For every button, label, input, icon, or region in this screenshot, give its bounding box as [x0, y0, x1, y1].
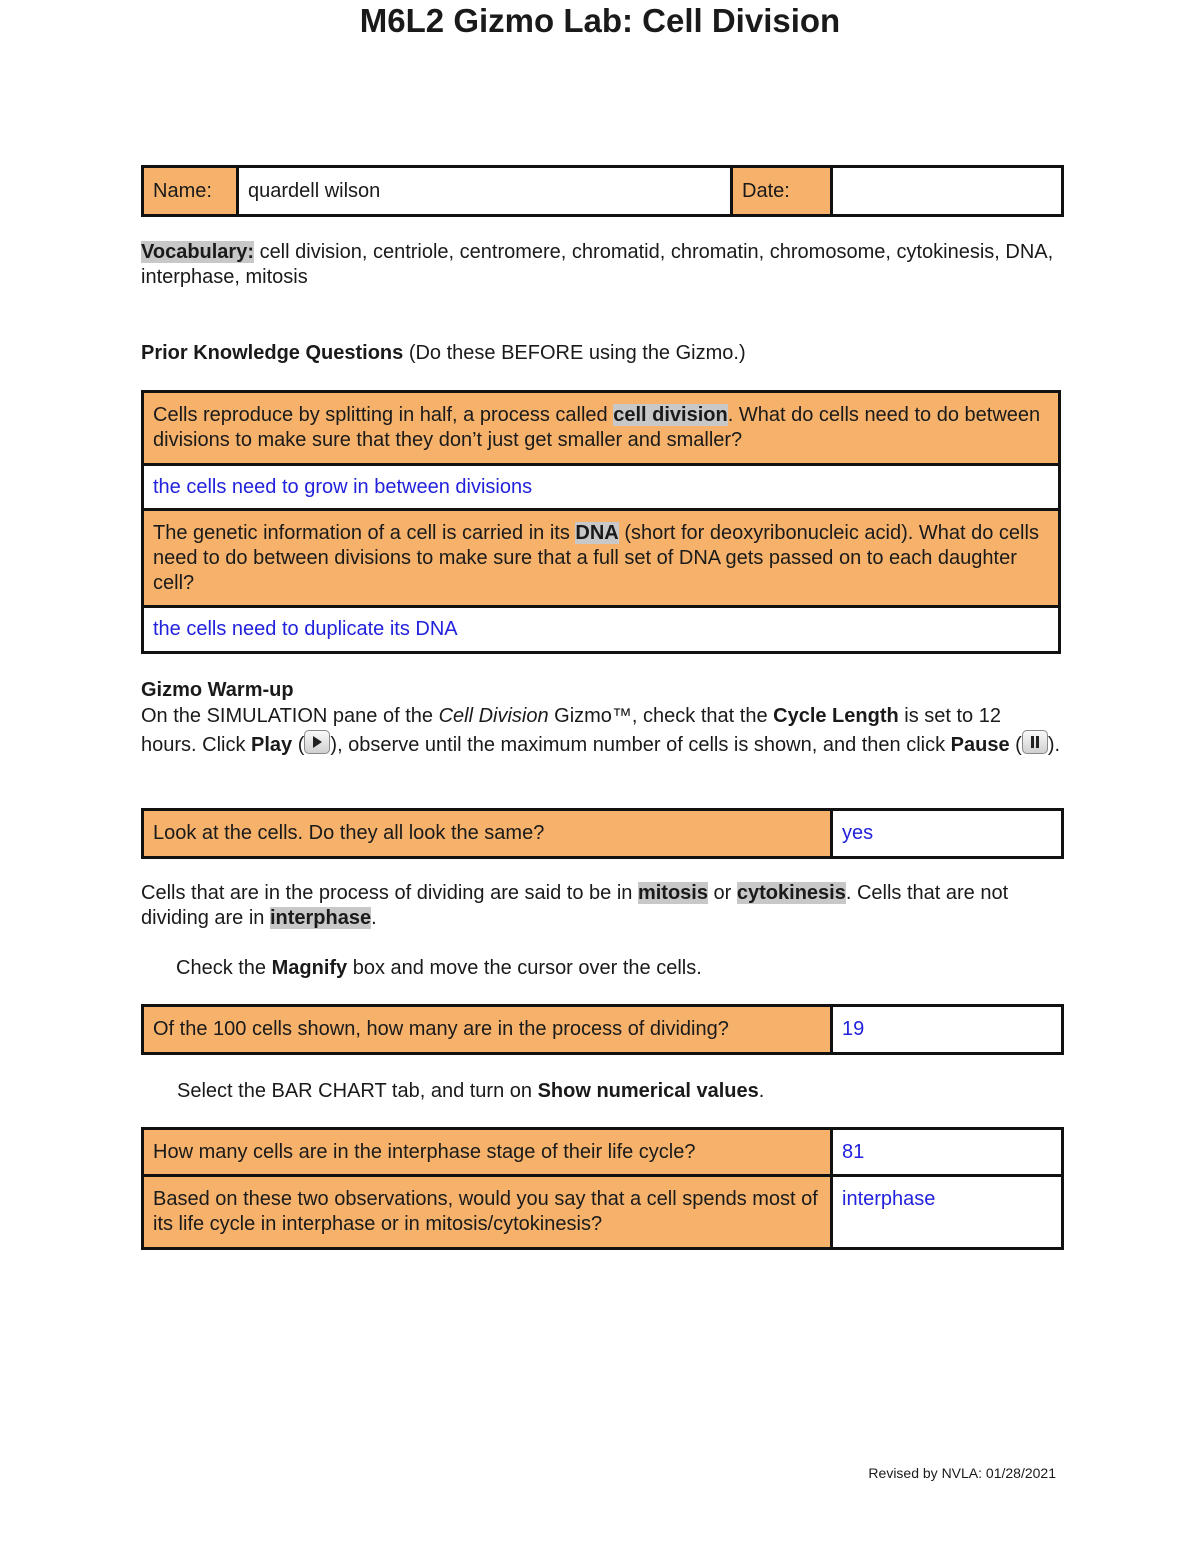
text: ).: [1047, 734, 1061, 756]
same-cells-table: [141, 808, 1064, 859]
play-button-icon: [304, 730, 330, 754]
barchart-instruction: [177, 1079, 1057, 1104]
answer-cell-division[interactable]: the cells need to grow in between divisions: [143, 465, 1060, 510]
question-text: The genetic information of a cell is carried in its: [153, 521, 576, 544]
answer-dividing[interactable]: 19: [832, 1006, 1063, 1054]
text: or: [707, 882, 737, 904]
prior-knowledge-note: (Do these BEFORE using the Gizmo.): [408, 342, 746, 364]
prior-knowledge-table: [141, 390, 1061, 654]
vocabulary: [141, 240, 1061, 290]
name-label: Name:: [143, 167, 238, 216]
answer-same[interactable]: yes: [832, 810, 1063, 858]
warmup-heading: [141, 678, 1061, 703]
text: (: [1009, 734, 1022, 756]
text: Check the: [176, 957, 272, 979]
answer-dna[interactable]: the cells need to duplicate its DNA: [143, 607, 1060, 653]
dividing-paragraph: [141, 881, 1061, 931]
text: ), observe until the maximum number of cells is shown, and then click: [330, 734, 951, 756]
play-term: Play: [251, 734, 293, 756]
question-text: . What do cells need to do between divisions to make sure that they don’t just get smaller and smaller?: [153, 404, 1041, 451]
text: On the SIMULATION pane of the: [141, 705, 439, 727]
show-numerical-values-term: Show numerical values: [537, 1080, 759, 1102]
gizmo-name: Cell Division: [438, 705, 549, 727]
question-life-cycle: Based on these two observations, would you say that a cell spends most of its life cycle in interphase or in mitosis/cytokinesis?: [143, 1176, 832, 1249]
answer-life-cycle[interactable]: interphase: [832, 1176, 1063, 1249]
text: Cells that are in the process of dividing are said to be in: [141, 882, 638, 904]
prior-knowledge-heading: Prior Knowledge Questions: [141, 342, 404, 364]
term-dna: DNA: [575, 521, 619, 544]
text: .: [371, 907, 377, 929]
answer-interphase-count[interactable]: 81: [832, 1129, 1063, 1176]
text: . Cells that are not dividing are in: [141, 882, 1009, 929]
text: is set to 12 hours. Click: [141, 705, 1001, 756]
name-field[interactable]: quardell wilson: [238, 167, 732, 216]
vocabulary-label: Vocabulary:: [141, 241, 254, 263]
warmup-instructions: [141, 702, 1061, 759]
vocabulary-terms: cell division, centriole, centromere, chromatid, chromatin, chromosome, cytokinesis, DNA, interphase, mitosis: [141, 241, 1054, 288]
text: .: [758, 1080, 765, 1102]
term-cell-division: cell division: [613, 404, 728, 426]
magnify-term: Magnify: [271, 957, 348, 979]
question-dna: [143, 510, 1060, 607]
text: (: [292, 734, 305, 756]
text: Gizmo™, check that the: [548, 705, 774, 727]
text: Select the BAR CHART tab, and turn on: [177, 1080, 538, 1102]
question-text: Cells reproduce by splitting in half, a process called: [153, 404, 614, 426]
term-cytokinesis: cytokinesis: [736, 882, 846, 904]
question-interphase-count: How many cells are in the interphase stage of their life cycle?: [143, 1129, 832, 1176]
warmup-heading-text: Gizmo Warm-up: [141, 679, 294, 701]
magnify-instruction: [176, 956, 1056, 981]
date-field[interactable]: [832, 167, 1063, 216]
text: box and move the cursor over the cells.: [347, 957, 702, 979]
cycle-length-term: Cycle Length: [773, 705, 899, 727]
dividing-count-table: [141, 1004, 1064, 1055]
name-date-table: [141, 165, 1064, 217]
date-label: Date:: [732, 167, 832, 216]
prior-knowledge-heading-line: [141, 341, 1061, 366]
question-dividing: Of the 100 cells shown, how many are in the process of dividing?: [143, 1006, 832, 1054]
term-interphase: interphase: [269, 907, 372, 929]
revision-footer: Revised by NVLA: 01/28/2021: [868, 1465, 1056, 1481]
term-mitosis: mitosis: [637, 882, 708, 904]
pause-term: Pause: [950, 734, 1010, 756]
question-same: Look at the cells. Do they all look the same?: [143, 810, 832, 858]
interphase-table: [141, 1127, 1064, 1250]
page-title: M6L2 Gizmo Lab: Cell Division: [359, 2, 841, 39]
pause-button-icon: [1022, 730, 1048, 754]
question-cell-division: [143, 392, 1060, 465]
question-text: (short for deoxyribonucleic acid). What do cells need to do between divisions to make sure that a full set of DNA gets passed on to each daughter cell?: [153, 521, 1039, 594]
